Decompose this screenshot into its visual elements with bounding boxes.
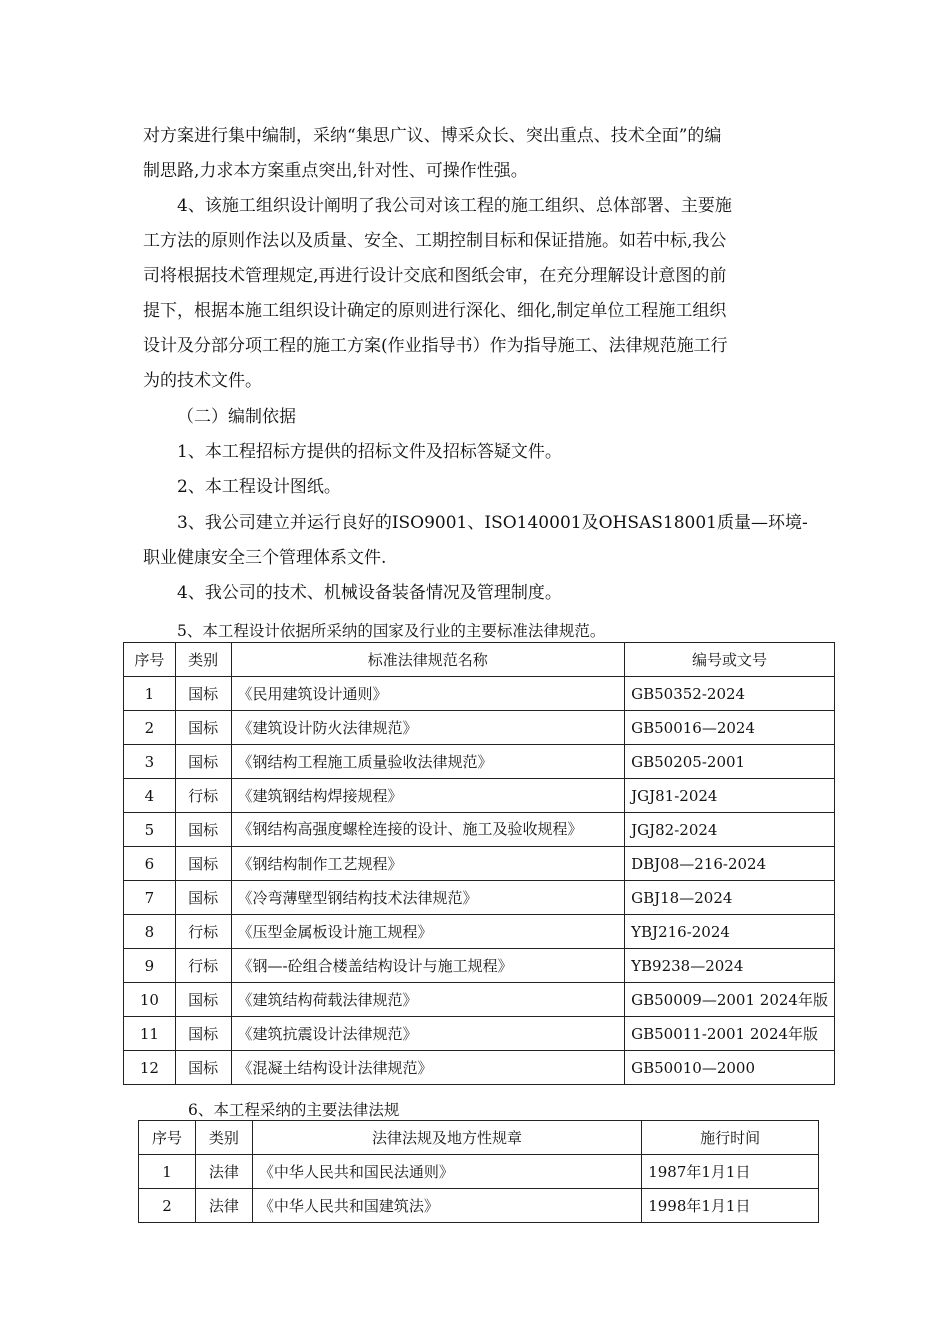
table-row (124, 711, 835, 745)
text-line: 对方案进行集中编制，采纳“集思广议、博采众长、突出重点、技术全面”的编 (143, 126, 722, 146)
text-line: 职业健康安全三个管理体系文件. (143, 548, 387, 568)
basis-item-3 (143, 506, 808, 576)
table-row (124, 779, 835, 813)
table-cell: DBJ08—216-2024 (625, 847, 835, 881)
table-cell: 《中华人民共和国民法通则》 (252, 1155, 641, 1189)
table-cell: 《钢结构高强度螺栓连接的设计、施工及验收规程》 (231, 813, 625, 847)
table-cell: 国标 (175, 847, 231, 881)
basis-item-4 (143, 576, 808, 611)
table-cell: 《压型金属板设计施工规程》 (231, 915, 625, 949)
table-cell: 行标 (175, 779, 231, 813)
table-cell: 5 (124, 813, 176, 847)
table-cell: YB9238—2024 (625, 949, 835, 983)
heading-text: （二）编制依据 (177, 407, 296, 427)
laws-table (138, 1120, 819, 1223)
table-cell: 国标 (175, 745, 231, 779)
table-cell: 《建筑抗震设计法律规范》 (231, 1017, 625, 1051)
table-cell: JGJ82-2024 (625, 813, 835, 847)
table-cell: GBJ18—2024 (625, 881, 835, 915)
table-cell: 《钢结构工程施工质量验收法律规范》 (231, 745, 625, 779)
paragraph-design-statement (143, 189, 808, 399)
table-cell: 4 (124, 779, 176, 813)
table-row (139, 1189, 819, 1223)
table-row (124, 1017, 835, 1051)
table-cell: 2 (124, 711, 176, 745)
table-cell: 法律 (195, 1155, 252, 1189)
table-header-row (124, 643, 835, 677)
table-cell: YBJ216-2024 (625, 915, 835, 949)
table-cell: GB50205-2001 (625, 745, 835, 779)
text-line: 为的技术文件。 (143, 371, 262, 391)
table-cell: GB50016—2024 (625, 711, 835, 745)
header-cell: 序号 (139, 1121, 196, 1155)
table-row (124, 881, 835, 915)
table-cell: GB50011-2001 2024年版 (625, 1017, 835, 1051)
header-cell: 编号或文号 (625, 643, 835, 677)
text-line: 司将根据技术管理规定,再进行设计交底和图纸会审，在充分理解设计意图的前 (143, 266, 727, 286)
text-line: 提下，根据本施工组织设计确定的原则进行深化、细化,制定单位工程施工组织 (143, 301, 727, 321)
table-cell: 2 (139, 1189, 196, 1223)
standards-table (123, 642, 835, 1085)
table-cell: 行标 (175, 915, 231, 949)
text-line: 2、本工程设计图纸。 (177, 477, 341, 497)
table-cell: 法律 (195, 1189, 252, 1223)
table-cell: 《建筑设计防火法律规范》 (231, 711, 625, 745)
table-header-row (139, 1121, 819, 1155)
table-cell: 行标 (175, 949, 231, 983)
table-cell: 《混凝土结构设计法律规范》 (231, 1051, 625, 1085)
table-cell: GB50009—2001 2024年版 (625, 983, 835, 1017)
table-cell: 《建筑结构荷载法律规范》 (231, 983, 625, 1017)
table-cell: 国标 (175, 711, 231, 745)
table-cell: 1998年1月1日 (642, 1189, 819, 1223)
table-row (139, 1155, 819, 1189)
text-line: 工方法的原则作法以及质量、安全、工期控制目标和保证措施。如若中标,我公 (143, 231, 727, 251)
table-cell: 国标 (175, 983, 231, 1017)
header-cell: 标准法律规范名称 (231, 643, 625, 677)
table-cell: 国标 (175, 813, 231, 847)
table-cell: GB50352-2024 (625, 677, 835, 711)
table-cell: 国标 (175, 881, 231, 915)
text-line: 1、本工程招标方提供的招标文件及招标答疑文件。 (177, 442, 562, 462)
table-row (124, 813, 835, 847)
table2-caption: 6、本工程采纳的主要法律法规 (188, 1101, 400, 1119)
table-cell: 《民用建筑设计通则》 (231, 677, 625, 711)
table-row (124, 1051, 835, 1085)
table-row (124, 847, 835, 881)
table-cell: 10 (124, 983, 176, 1017)
header-cell: 法律法规及地方性规章 (252, 1121, 641, 1155)
table-cell: 1 (139, 1155, 196, 1189)
table-cell: 国标 (175, 1051, 231, 1085)
table-cell: 11 (124, 1017, 176, 1051)
table-cell: 9 (124, 949, 176, 983)
table-cell: 1 (124, 677, 176, 711)
section-heading (143, 400, 808, 435)
table-cell: JGJ81-2024 (625, 779, 835, 813)
table-row (124, 915, 835, 949)
table-cell: 3 (124, 745, 176, 779)
table1-caption: 5、本工程设计依据所采纳的国家及行业的主要标准法律规范。 (177, 622, 606, 640)
table-cell: 6 (124, 847, 176, 881)
header-cell: 施行时间 (642, 1121, 819, 1155)
table-row (124, 677, 835, 711)
table-cell: 12 (124, 1051, 176, 1085)
text-line: 设计及分部分项工程的施工方案(作业指导书）作为指导施工、法律规范施工行 (143, 336, 728, 356)
table-row (124, 949, 835, 983)
table-cell: 《建筑钢结构焊接规程》 (231, 779, 625, 813)
table-cell: 《钢结构制作工艺规程》 (231, 847, 625, 881)
table-cell: 1987年1月1日 (642, 1155, 819, 1189)
table-cell: 7 (124, 881, 176, 915)
table-cell: 国标 (175, 677, 231, 711)
table-cell: 8 (124, 915, 176, 949)
table-cell: 国标 (175, 1017, 231, 1051)
text-line: 4、我公司的技术、机械设备装备情况及管理制度。 (177, 583, 562, 603)
text-line: 4、该施工组织设计阐明了我公司对该工程的施工组织、总体部署、主要施 (177, 196, 732, 216)
basis-item-1 (143, 435, 808, 470)
text-line: 制思路,力求本方案重点突出,针对性、可操作性强。 (143, 161, 528, 181)
header-cell: 类别 (195, 1121, 252, 1155)
header-cell: 序号 (124, 643, 176, 677)
table-cell: 《钢—-砼组合楼盖结构设计与施工规程》 (231, 949, 625, 983)
table-cell: 《中华人民共和国建筑法》 (252, 1189, 641, 1223)
basis-item-2 (143, 470, 808, 505)
table-cell: GB50010—2000 (625, 1051, 835, 1085)
text-line: 3、我公司建立并运行良好的ISO9001、ISO140001及OHSAS18001质量—环境- (177, 513, 808, 533)
header-cell: 类别 (175, 643, 231, 677)
table-row (124, 745, 835, 779)
paragraph-approach (143, 119, 808, 189)
table-cell: 《冷弯薄壁型钢结构技术法律规范》 (231, 881, 625, 915)
table-row (124, 983, 835, 1017)
